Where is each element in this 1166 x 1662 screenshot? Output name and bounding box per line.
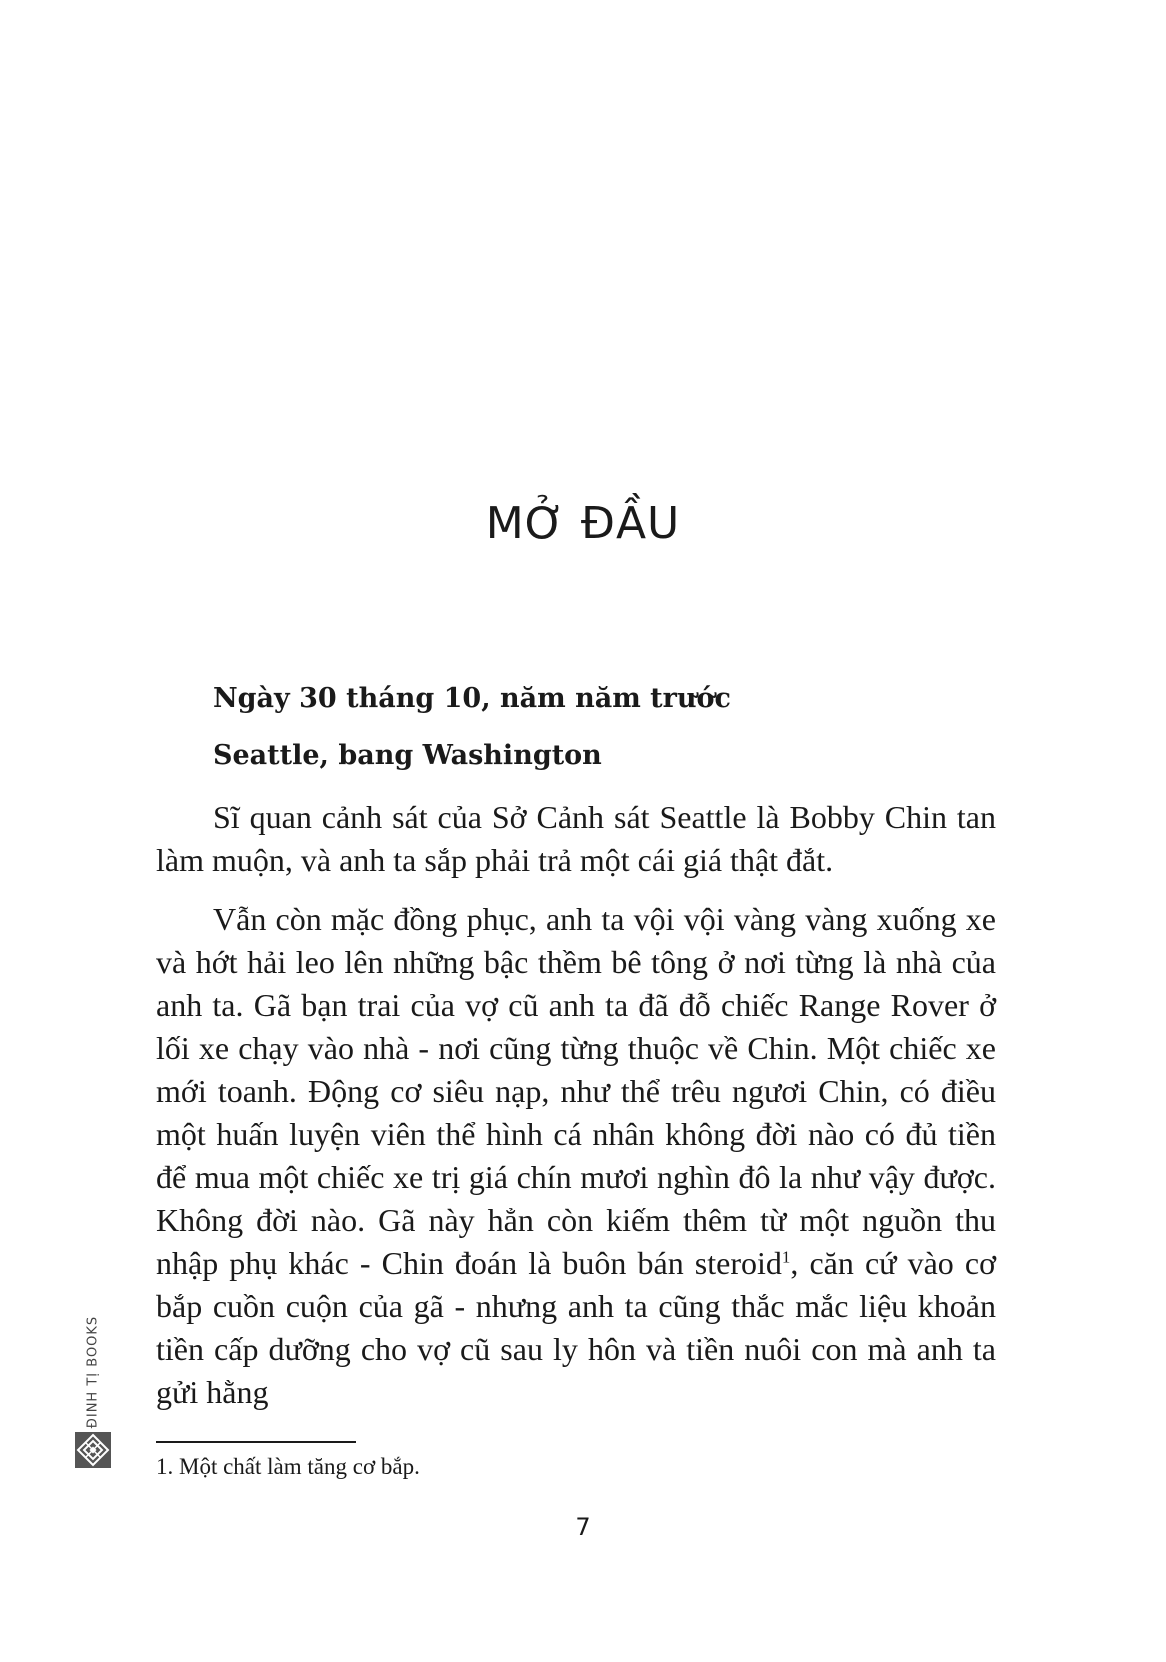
section-place-heading: Seattle, bang Washington	[213, 740, 602, 771]
footnote-reference: 1	[781, 1247, 791, 1267]
section-date-heading: Ngày 30 tháng 10, năm năm trước	[213, 683, 731, 714]
footnote-divider	[156, 1441, 356, 1443]
paragraph-2-text-start: Vẫn còn mặc đồng phục, anh ta vội vội vàng vàng xuống xe và hớt hải leo lên những bậc thềm bê tông ở nơi từng là nhà của anh ta. Gã bạn trai của vợ cũ anh ta đã đỗ chiếc Range Rover ở lối xe chạy vào nhà - nơi cũng từng thuộc về Chin. Một chiếc xe mới toanh. Động cơ siêu nạp, như thể trêu ngươi Chin, có điều một huấn luyện viên thể hình cá nhân không đời nào có đủ tiền để mua một chiếc xe trị giá chín mươi nghìn đô la như vậy được. Không đời nào. Gã này hẳn còn kiếm thêm từ một nguồn thu nhập phụ khác - Chin đoán là buôn bán steroid	[156, 901, 996, 1281]
footnote: 1. Một chất làm tăng cơ bắp.	[156, 1454, 420, 1479]
paragraph-2-text-end: , căn cứ vào cơ bắp cuồn cuộn của gã - nhưng anh ta cũng thắc mắc liệu khoản tiền cấp dưỡng cho vợ cũ sau ly hôn và tiền nuôi con mà anh ta gửi hằng	[156, 1245, 997, 1410]
paragraph-1: Sĩ quan cảnh sát của Sở Cảnh sát Seattle là Bobby Chin tan làm muộn, và anh ta sắp phải trả một cái giá thật đắt.	[156, 799, 996, 878]
paragraph-2	[156, 898, 996, 1414]
diamond-lattice-logo-icon	[75, 1432, 111, 1468]
publisher-name-text: ĐINH TỊ BOOKS	[85, 1315, 101, 1429]
page-number: 7	[575, 1513, 591, 1541]
chapter-title: MỞ ĐẦU	[485, 498, 681, 549]
publisher-mark	[72, 1316, 114, 1470]
